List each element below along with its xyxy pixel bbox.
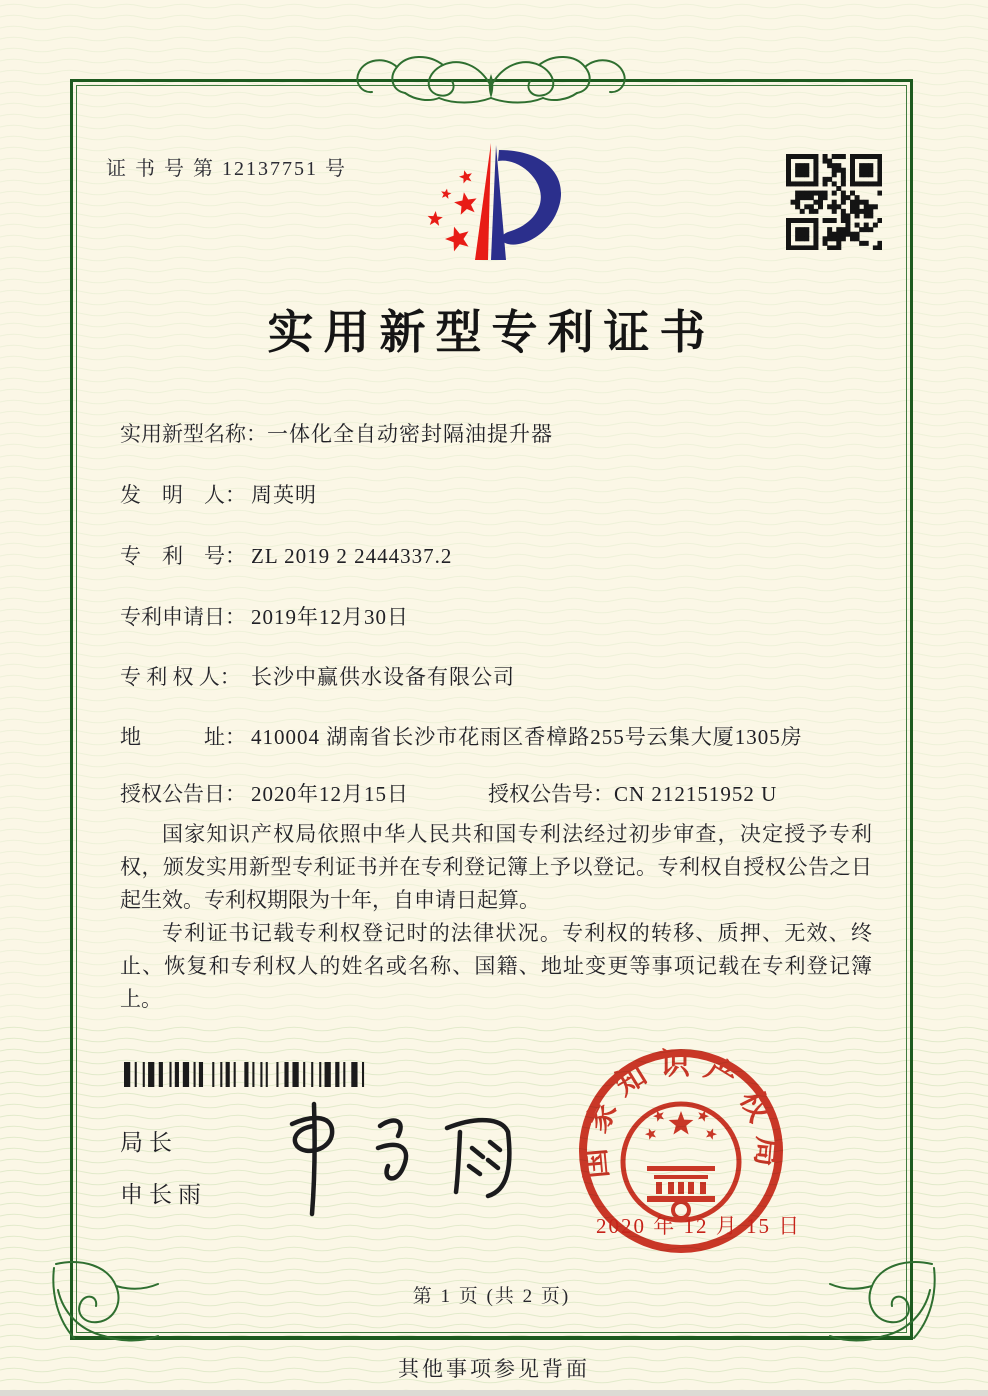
- field-label: 发 明 人：: [120, 483, 246, 507]
- grant-number-pair: [488, 778, 777, 808]
- field-label: 专 利 号：: [120, 544, 246, 568]
- field-value: ZL 2019 2 2444337.2: [251, 544, 453, 568]
- barcode: [124, 1062, 370, 1087]
- grant-date-pair: [120, 782, 409, 806]
- field-label: 专利申请日：: [120, 605, 246, 629]
- certificate-number: 证 书 号 第 12137751 号: [106, 158, 347, 180]
- field-inventor: [120, 479, 317, 509]
- field-label: 专 利 权 人：: [120, 665, 241, 689]
- field-label: 授权公告号：: [488, 782, 614, 806]
- field-value: 长沙中赢供水设备有限公司: [251, 665, 515, 689]
- field-patentee: [120, 661, 515, 691]
- seal-date: 2020 年 12 月 15 日: [596, 1214, 802, 1238]
- qr-code-icon: [786, 154, 882, 250]
- field-patent-number: [120, 540, 452, 570]
- commissioner-role: 局长: [120, 1130, 178, 1155]
- page-indicator: 第 1 页 (共 2 页): [412, 1286, 571, 1307]
- scan-edge: [0, 1390, 988, 1396]
- field-value: CN 212151952 U: [614, 782, 778, 806]
- field-value: 2019年12月30日: [251, 605, 409, 629]
- back-note: 其他事项参见背面: [398, 1357, 590, 1381]
- field-filing-date: [120, 601, 409, 631]
- field-utility-model-name: [120, 418, 553, 448]
- signature-icon: [262, 1096, 517, 1228]
- field-value: 410004 湖南省长沙市花雨区香樟路255号云集大厦1305房: [251, 725, 803, 749]
- legal-text: [120, 818, 872, 1016]
- legal-paragraph-1: 国家知识产权局依照中华人民共和国专利法经过初步审查，决定授予专利权，颁发实用新型专利证书并在专利登记簿上予以登记。专利权自授权公告之日起生效。专利权期限为十年，自申请日起算。: [120, 822, 872, 912]
- field-grant-row: [120, 778, 872, 808]
- field-value: 一体化全自动密封隔油提升器: [267, 422, 553, 446]
- field-value: 周英明: [251, 483, 317, 507]
- field-label: 实用新型名称：: [120, 422, 267, 446]
- commissioner-name: 申长雨: [120, 1182, 207, 1207]
- field-value: 2020年12月15日: [251, 782, 409, 806]
- border-ornament-top: [341, 46, 641, 112]
- field-address: [120, 721, 803, 751]
- national-emblem-icon: [623, 1104, 739, 1220]
- cnipa-patent-logo-icon: [398, 138, 588, 296]
- seal-text: 国家知识产权局: [577, 1047, 785, 1180]
- field-label: 授权公告日：: [120, 782, 246, 806]
- legal-paragraph-2: 专利证书记载专利权登记时的法律状况。专利权的转移、质押、无效、终止、恢复和专利权人的姓名或名称、国籍、地址变更等事项记载在专利登记簿上。: [120, 921, 872, 1011]
- certificate-title: 实用新型专利证书: [267, 307, 716, 358]
- field-label: 地 址：: [120, 725, 246, 749]
